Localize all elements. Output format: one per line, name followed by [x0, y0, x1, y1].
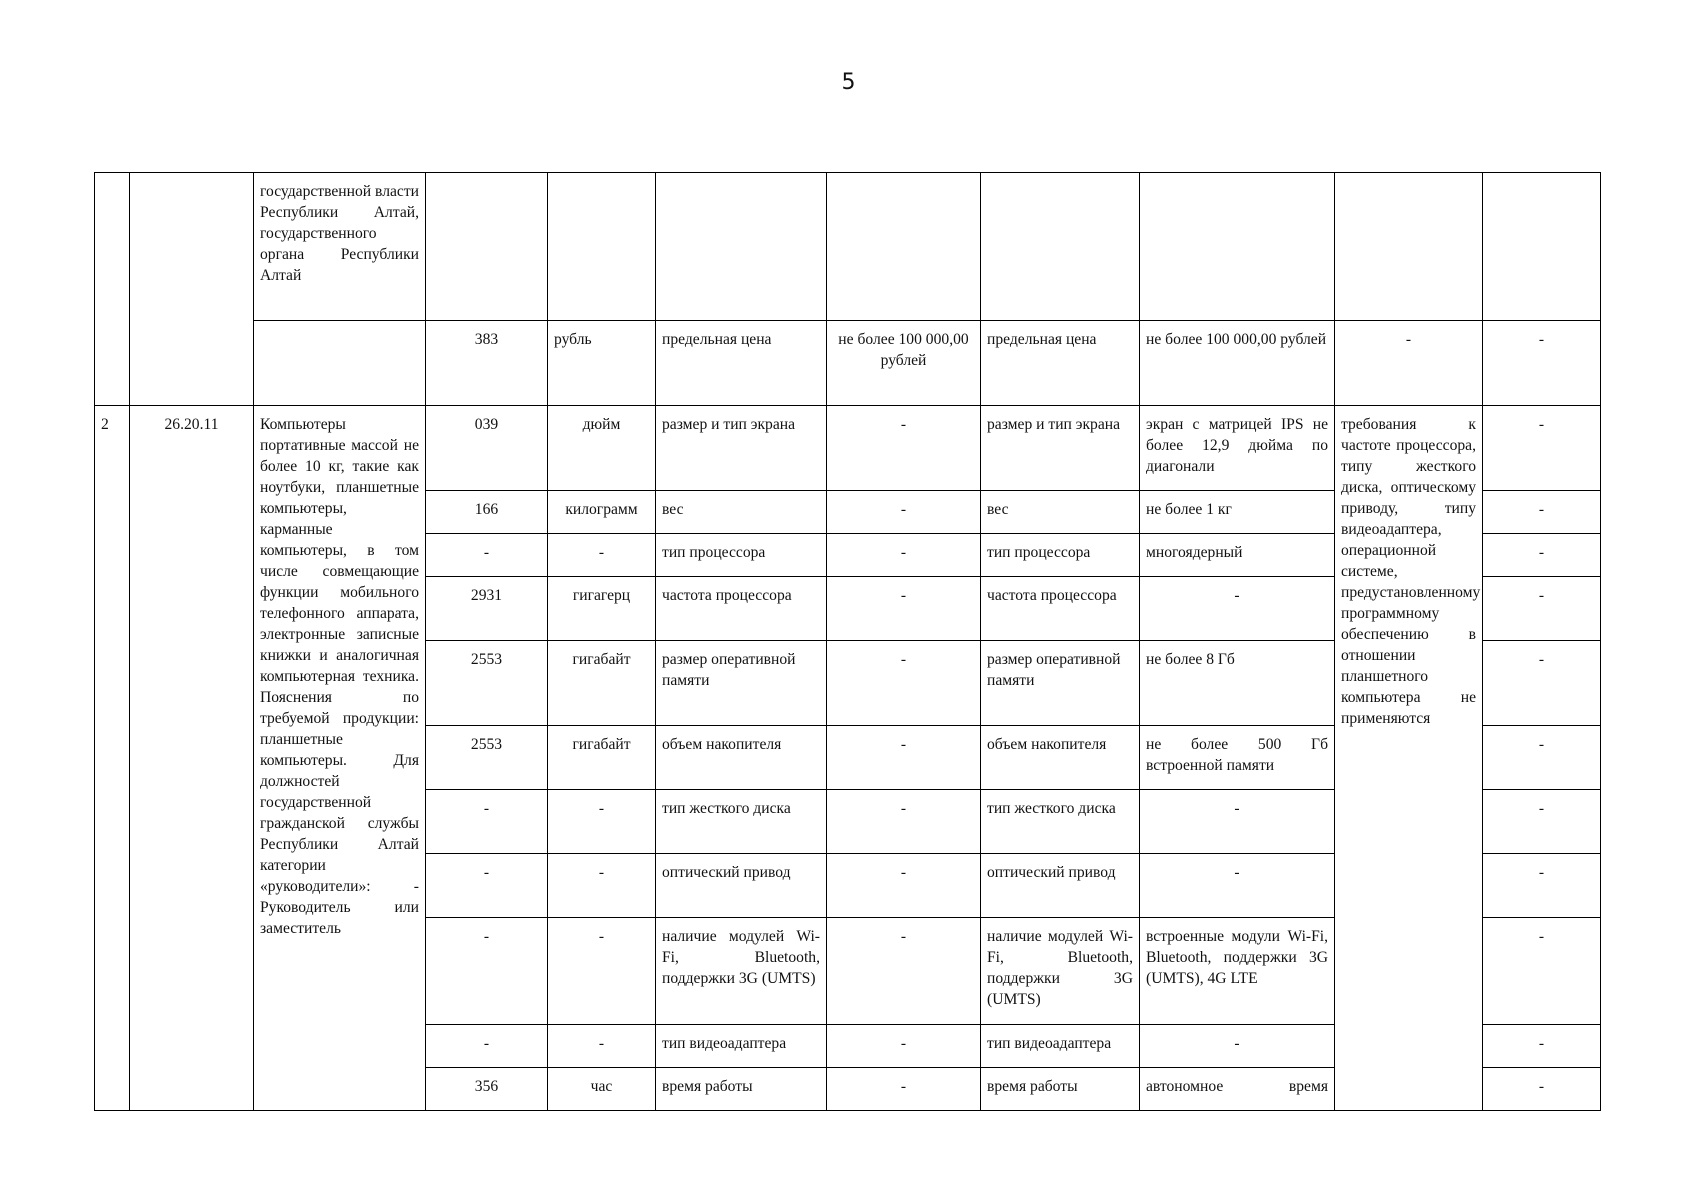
- item-justification-cell: требования к частоте процессора, типу жесткого диска, оптическому приводу, типу видеоадаптера, операционной системе, предустановленному программному обеспечению в отношении планшетного компьютера не применяются: [1335, 406, 1483, 1111]
- value-cell: -: [827, 1068, 981, 1111]
- characteristic-cell: наличие модулей Wi-Fi, Bluetooth, поддержки 3G (UMTS): [656, 918, 827, 1025]
- characteristic-cell: предельная цена: [656, 321, 827, 406]
- function-cell: -: [1483, 1068, 1601, 1111]
- unit-cell: гигагерц: [548, 577, 656, 641]
- empty-cell: [254, 321, 426, 406]
- function-cell: -: [1483, 534, 1601, 577]
- characteristic2-cell: вес: [981, 491, 1140, 534]
- unit-cell: килограмм: [548, 491, 656, 534]
- okei-code-cell: 2553: [426, 641, 548, 726]
- function-cell: -: [1483, 854, 1601, 918]
- characteristic-cell: вес: [656, 491, 827, 534]
- unit-cell: рубль: [548, 321, 656, 406]
- value2-cell: не более 100 000,00 рублей: [1140, 321, 1335, 406]
- justification-cell: -: [1335, 321, 1483, 406]
- item-name-cell: Компьютеры портативные массой не более 10 кг, такие как ноутбуки, планшетные компьютеры, карманные компьютеры, в том числе совмещающие функции мобильного телефонного аппарата, электронные записные книжки и аналогичная компьютерная техника. Пояснения по требуемой продукции: планшетные компьютеры. Для должностей государственной гражданской службы Республики Алтай категории «руководители»: - Руководитель или заместитель: [254, 406, 426, 1111]
- characteristic2-cell: размер и тип экрана: [981, 406, 1140, 491]
- name-tail-text: государственной власти Республики Алтай, государственного органа Республики Алтай: [260, 183, 419, 284]
- okei-code-cell: -: [426, 1025, 548, 1068]
- characteristic-cell: оптический привод: [656, 854, 827, 918]
- characteristic2-cell: наличие модулей Wi-Fi, Bluetooth, поддержки 3G (UMTS): [981, 918, 1140, 1025]
- value2-cell: не более 8 Гб: [1140, 641, 1335, 726]
- function-cell: -: [1483, 321, 1601, 406]
- empty-cell: [548, 173, 656, 321]
- value2-cell: -: [1140, 790, 1335, 854]
- function-cell: -: [1483, 726, 1601, 790]
- value-cell: -: [827, 1025, 981, 1068]
- value-cell: -: [827, 641, 981, 726]
- function-cell: -: [1483, 918, 1601, 1025]
- characteristic-cell: время работы: [656, 1068, 827, 1111]
- characteristic2-cell: частота процессора: [981, 577, 1140, 641]
- unit-cell: -: [548, 854, 656, 918]
- number-cell: [95, 173, 130, 406]
- okei-code-cell: 2553: [426, 726, 548, 790]
- value-cell: -: [827, 491, 981, 534]
- value2-cell: -: [1140, 854, 1335, 918]
- unit-cell: дюйм: [548, 406, 656, 491]
- value-cell: -: [827, 577, 981, 641]
- empty-cell: [656, 173, 827, 321]
- okpd2-cell: [130, 173, 254, 406]
- value-cell: -: [827, 854, 981, 918]
- okei-code-cell: 356: [426, 1068, 548, 1111]
- characteristic2-cell: размер оперативной памяти: [981, 641, 1140, 726]
- page-number: 5: [841, 70, 856, 95]
- unit-cell: -: [548, 790, 656, 854]
- value2-cell: не более 500 Гб встроенной памяти: [1140, 726, 1335, 790]
- unit-cell: -: [548, 918, 656, 1025]
- characteristic-cell: размер и тип экрана: [656, 406, 827, 491]
- characteristic2-cell: тип жесткого диска: [981, 790, 1140, 854]
- function-cell: -: [1483, 491, 1601, 534]
- okei-code-cell: 166: [426, 491, 548, 534]
- empty-cell: [1483, 173, 1601, 321]
- function-cell: -: [1483, 641, 1601, 726]
- characteristic-cell: тип процессора: [656, 534, 827, 577]
- value2-cell: не более 1 кг: [1140, 491, 1335, 534]
- empty-cell: [827, 173, 981, 321]
- function-cell: -: [1483, 1025, 1601, 1068]
- unit-cell: гигабайт: [548, 726, 656, 790]
- characteristic2-cell: оптический привод: [981, 854, 1140, 918]
- characteristic-cell: частота процессора: [656, 577, 827, 641]
- okei-code-cell: -: [426, 854, 548, 918]
- unit-cell: -: [548, 1025, 656, 1068]
- empty-cell: [981, 173, 1140, 321]
- characteristic2-cell: тип видеоадаптера: [981, 1025, 1140, 1068]
- requirements-table: [94, 172, 1601, 1111]
- characteristic2-cell: тип процессора: [981, 534, 1140, 577]
- value-cell: -: [827, 790, 981, 854]
- characteristic-cell: тип жесткого диска: [656, 790, 827, 854]
- continuation-row: [95, 173, 1601, 321]
- empty-cell: [426, 173, 548, 321]
- okei-code-cell: -: [426, 534, 548, 577]
- item-okpd2-cell: 26.20.11: [130, 406, 254, 1111]
- unit-cell: час: [548, 1068, 656, 1111]
- function-cell: -: [1483, 790, 1601, 854]
- value2-cell: автономное время: [1140, 1068, 1335, 1111]
- price-row: [95, 321, 1601, 406]
- empty-cell: [1140, 173, 1335, 321]
- characteristic2-cell: предельная цена: [981, 321, 1140, 406]
- name-cell: [254, 173, 426, 321]
- empty-cell: [1335, 173, 1483, 321]
- characteristic2-cell: время работы: [981, 1068, 1140, 1111]
- unit-cell: -: [548, 534, 656, 577]
- table-row: [95, 406, 1601, 491]
- value-cell: -: [827, 918, 981, 1025]
- item-number-cell: 2: [95, 406, 130, 1111]
- okei-code-cell: 039: [426, 406, 548, 491]
- okei-code-cell: 2931: [426, 577, 548, 641]
- value2-cell: -: [1140, 577, 1335, 641]
- value-cell: не более 100 000,00 рублей: [827, 321, 981, 406]
- okei-code-cell: -: [426, 790, 548, 854]
- characteristic-cell: объем накопителя: [656, 726, 827, 790]
- value-cell: -: [827, 534, 981, 577]
- okei-code-cell: -: [426, 918, 548, 1025]
- okei-code-cell: 383: [426, 321, 548, 406]
- value2-cell: экран с матрицей IPS не более 12,9 дюйма по диагонали: [1140, 406, 1335, 491]
- function-cell: -: [1483, 577, 1601, 641]
- value2-cell: -: [1140, 1025, 1335, 1068]
- value-cell: -: [827, 726, 981, 790]
- characteristic-cell: размер оперативной памяти: [656, 641, 827, 726]
- value-cell: -: [827, 406, 981, 491]
- unit-cell: гигабайт: [548, 641, 656, 726]
- characteristic2-cell: объем накопителя: [981, 726, 1140, 790]
- value2-cell: встроенные модули Wi-Fi, Bluetooth, поддержки 3G (UMTS), 4G LTE: [1140, 918, 1335, 1025]
- function-cell: -: [1483, 406, 1601, 491]
- value2-cell: многоядерный: [1140, 534, 1335, 577]
- characteristic-cell: тип видеоадаптера: [656, 1025, 827, 1068]
